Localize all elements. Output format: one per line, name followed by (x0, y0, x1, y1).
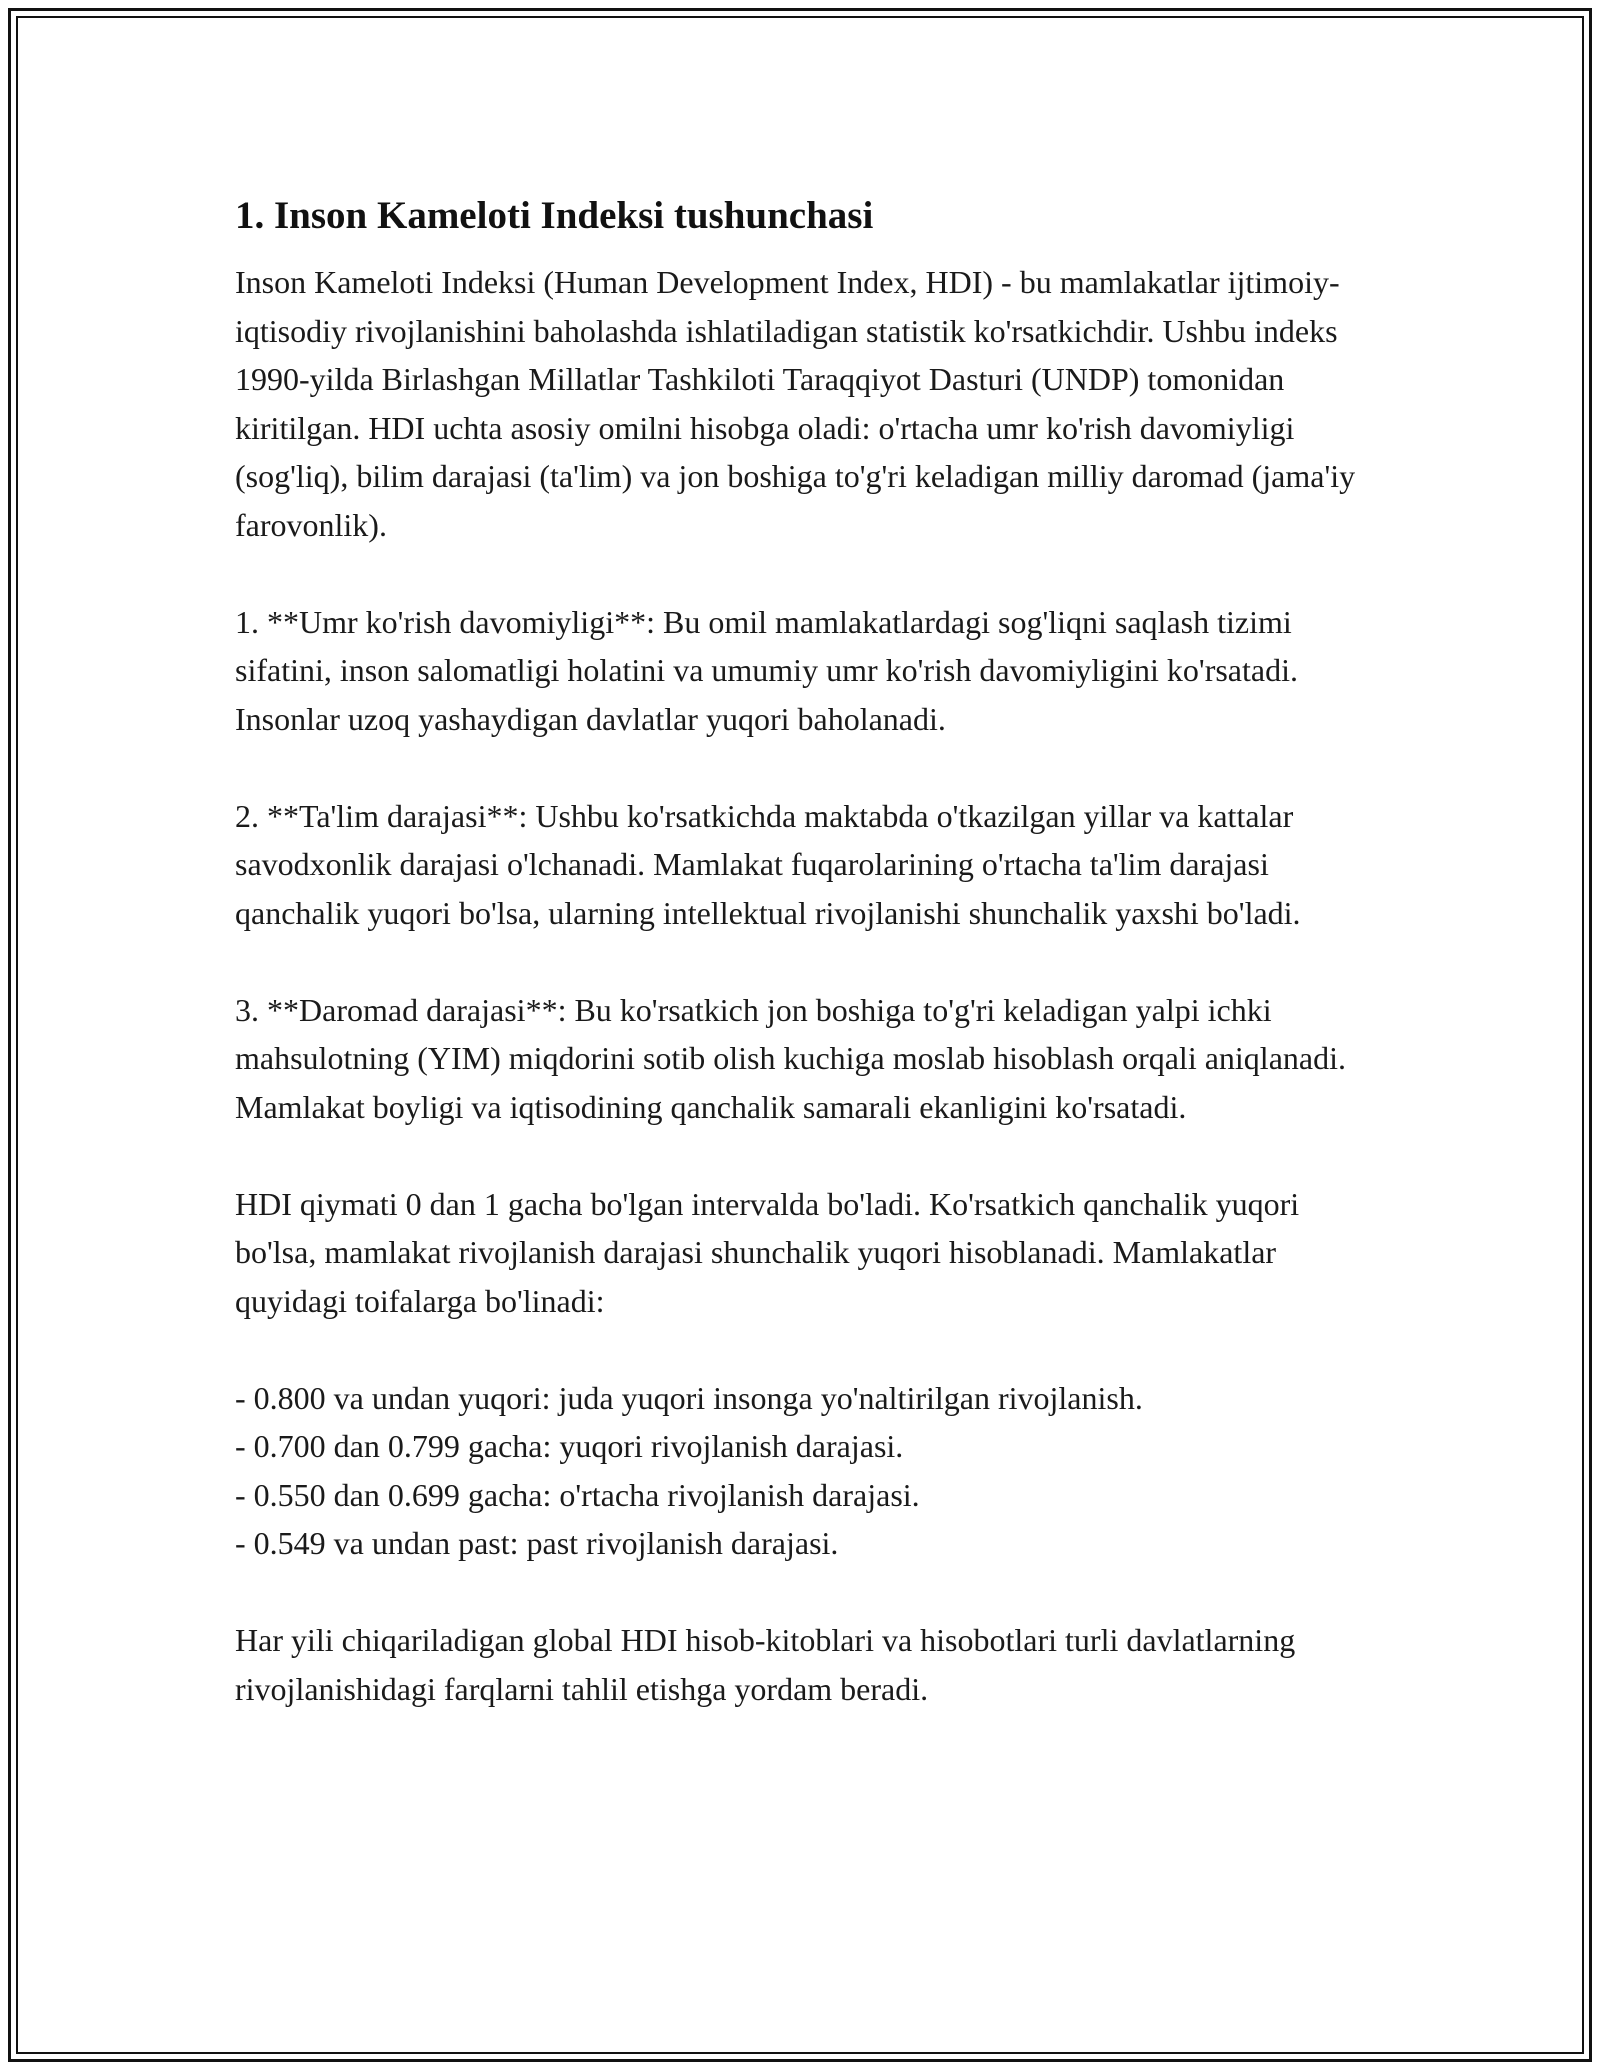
hdi-range-paragraph: HDI qiymati 0 dan 1 gacha bo'lgan intervalda bo'ladi. Ko'rsatkich qanchalik yuqori bo'lsa, mamlakat rivojlanish darajasi shunchalik yuqori hisoblanadi. Mamlakatlar quyidagi toifalarga bo'linadi: (235, 1185, 1300, 1319)
document-body (235, 186, 1385, 1762)
section-heading: 1. Inson Kameloti Indeksi tushunchasi (235, 194, 874, 237)
intro-paragraph: Inson Kameloti Indeksi (Human Development Index, HDI) - bu mamlakatlar ijtimoiy-iqtisodiy rivojlanishini baholashda ishlatiladigan statistik ko'rsatkichdir. Ushbu indeks 1990-yilda Birlashgan Millatlar Tashkiloti Taraqqiyot Dasturi (UNDP) tomonidan kiritilgan. HDI uchta asosiy omilni hisobga oladi: o'rtacha umr ko'rish davomiyligi (sog'liq), bilim darajasi (ta'lim) va jon boshiga to'g'ri keladigan milliy daromad (jama'iy farovonlik). (235, 264, 1356, 543)
factor-life-expectancy: 1. **Umr ko'rish davomiyligi**: Bu omil mamlakatlardagi sog'liqni saqlash tizimi sifatini, inson salomatligi holatini va umumiy umr ko'rish davomiyligini ko'rsatadi. Insonlar uzoq yashaydigan davlatlar yuqori baholanadi. (235, 603, 1298, 737)
list-item: - 0.550 dan 0.699 gacha: o'rtacha rivojlanish darajasi. (235, 1476, 920, 1513)
factor-education: 2. **Ta'lim darajasi**: Ushbu ko'rsatkichda maktabda o'tkazilgan yillar va kattalar savodxonlik darajasi o'lchanadi. Mamlakat fuqarolarining o'rtacha ta'lim darajasi qanchalik yuqori bo'lsa, ularning intellektual rivojlanishi shunchalik yaxshi bo'ladi. (235, 797, 1301, 931)
factor-income: 3. **Daromad darajasi**: Bu ko'rsatkich jon boshiga to'g'ri keladigan yalpi ichki mahsulotning (YIM) miqdorini sotib olish kuchiga moslab hisoblash orqali aniqlanadi. Mamlakat boyligi va iqtisodining qanchalik samarali ekanligini ko'rsatadi. (235, 991, 1346, 1125)
list-item: - 0.549 va undan past: past rivojlanish darajasi. (235, 1525, 839, 1561)
list-item: - 0.700 dan 0.799 gacha: yuqori rivojlanish darajasi. (235, 1428, 904, 1464)
hdi-category-list (235, 1374, 1385, 1568)
closing-paragraph: Har yili chiqariladigan global HDI hisob-kitoblari va hisobotlari turli davlatlarning rivojlanishidagi farqlarni tahlil etishga yordam beradi. (235, 1622, 1296, 1707)
list-item: - 0.800 va undan yuqori: juda yuqori insonga yo'naltirilgan rivojlanish. (235, 1379, 1143, 1416)
